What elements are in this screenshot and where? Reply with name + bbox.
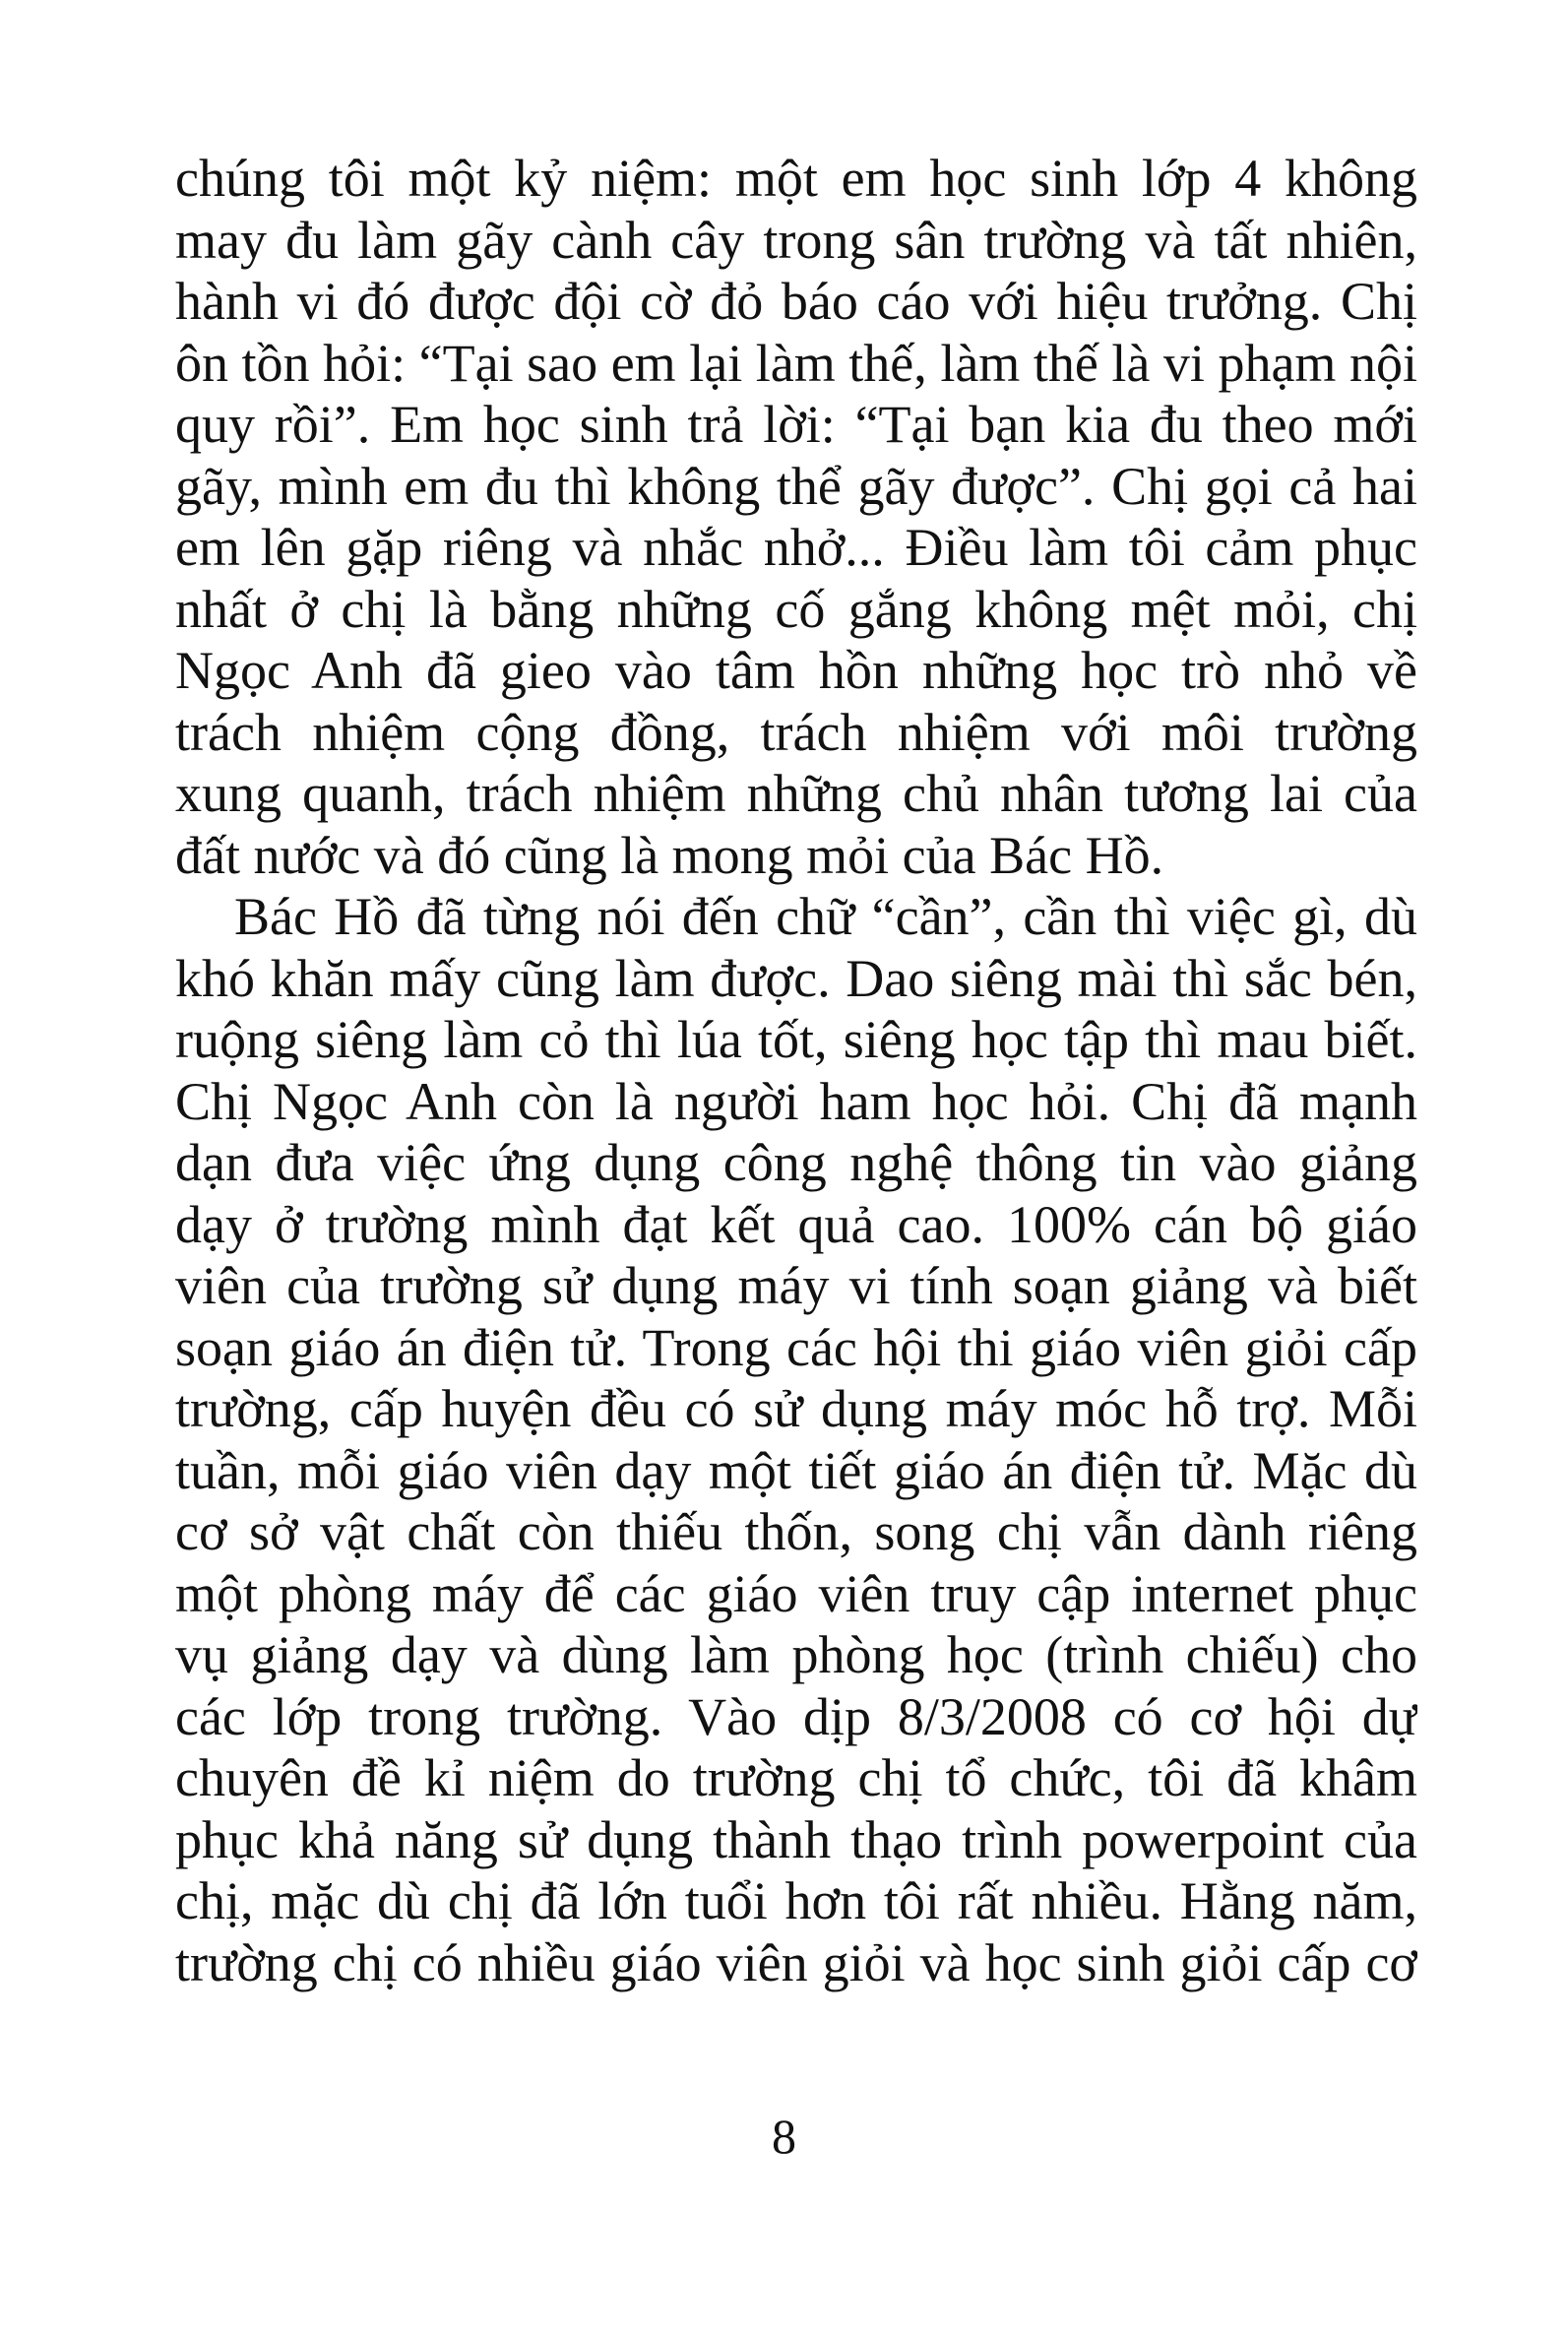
text-line: trách nhiệm cộng đồng, trách nhiệm với môi trường [175,702,1417,762]
text-line: dạy ở trường mình đạt kết quả cao. 100% cán bộ giáo [175,1194,1417,1254]
text-line: chị, mặc dù chị đã lớn tuổi hơn tôi rất nhiều. Hằng năm, [175,1871,1417,1930]
text-line: chuyên đề kỉ niệm do trường chị tổ chức, tôi đã khâm [175,1748,1417,1807]
text-line: cơ sở vật chất còn thiếu thốn, song chị vẫn dành riêng [175,1502,1417,1561]
text-line: em lên gặp riêng và nhắc nhở... Điều làm tôi cảm phục [175,518,1417,577]
text-line: soạn giáo án điện tử. Trong các hội thi giáo viên giỏi cấp [175,1317,1417,1377]
text-line: dạn đưa việc ứng dụng công nghệ thông tin vào giảng [175,1133,1417,1192]
text-line: quy rồi”. Em học sinh trả lời: “Tại bạn kia đu theo mới [175,395,1417,454]
text-line: phục khả năng sử dụng thành thạo trình powerpoint của [175,1809,1417,1869]
text-line: trường chị có nhiều giáo viên giỏi và học sinh giỏi cấp cơ [175,1932,1417,1992]
text-line: trường, cấp huyện đều có sử dụng máy móc hỗ trợ. Mỗi [175,1379,1417,1438]
text-line: ruộng siêng làm cỏ thì lúa tốt, siêng học tập thì mau biết. [175,1010,1417,1069]
text-line: Ngọc Anh đã gieo vào tâm hồn những học trò nhỏ về [175,641,1417,700]
text-line: hành vi đó được đội cờ đỏ báo cáo với hiệu trưởng. Chị [175,272,1417,331]
text-line: một phòng máy để các giáo viên truy cập internet phục [175,1563,1417,1623]
text-line: đất nước và đó cũng là mong mỏi của Bác Hồ. [175,825,1164,885]
text-line: tuần, mỗi giáo viên dạy một tiết giáo án điện tử. Mặc dù [175,1440,1417,1500]
text-line: khó khăn mấy cũng làm được. Dao siêng mài thì sắc bén, [175,948,1417,1008]
text-line: Bác Hồ đã từng nói đến chữ “cần”, cần thì việc gì, dù [234,887,1417,946]
text-line: vụ giảng dạy và dùng làm phòng học (trình chiếu) cho [175,1625,1417,1684]
text-line: ôn tồn hỏi: “Tại sao em lại làm thế, làm thế là vi phạm nội [175,333,1417,393]
text-line: viên của trường sử dụng máy vi tính soạn giảng và biết [175,1256,1417,1315]
text-line: Chị Ngọc Anh còn là người ham học hỏi. Chị đã mạnh [175,1071,1417,1131]
page-number: 8 [772,2109,796,2164]
text-line: xung quanh, trách nhiệm những chủ nhân tương lai của [175,764,1417,823]
text-line: may đu làm gãy cành cây trong sân trường và tất nhiên, [175,210,1417,270]
body-text [175,148,1417,1993]
text-line: nhất ở chị là bằng những cố gắng không mệt mỏi, chị [175,579,1417,639]
text-line: gãy, mình em đu thì không thể gãy được”. Chị gọi cả hai [175,456,1417,516]
text-line: các lớp trong trường. Vào dịp 8/3/2008 có cơ hội dự [175,1686,1417,1746]
text-line: chúng tôi một kỷ niệm: một em học sinh lớp 4 không [175,149,1417,208]
